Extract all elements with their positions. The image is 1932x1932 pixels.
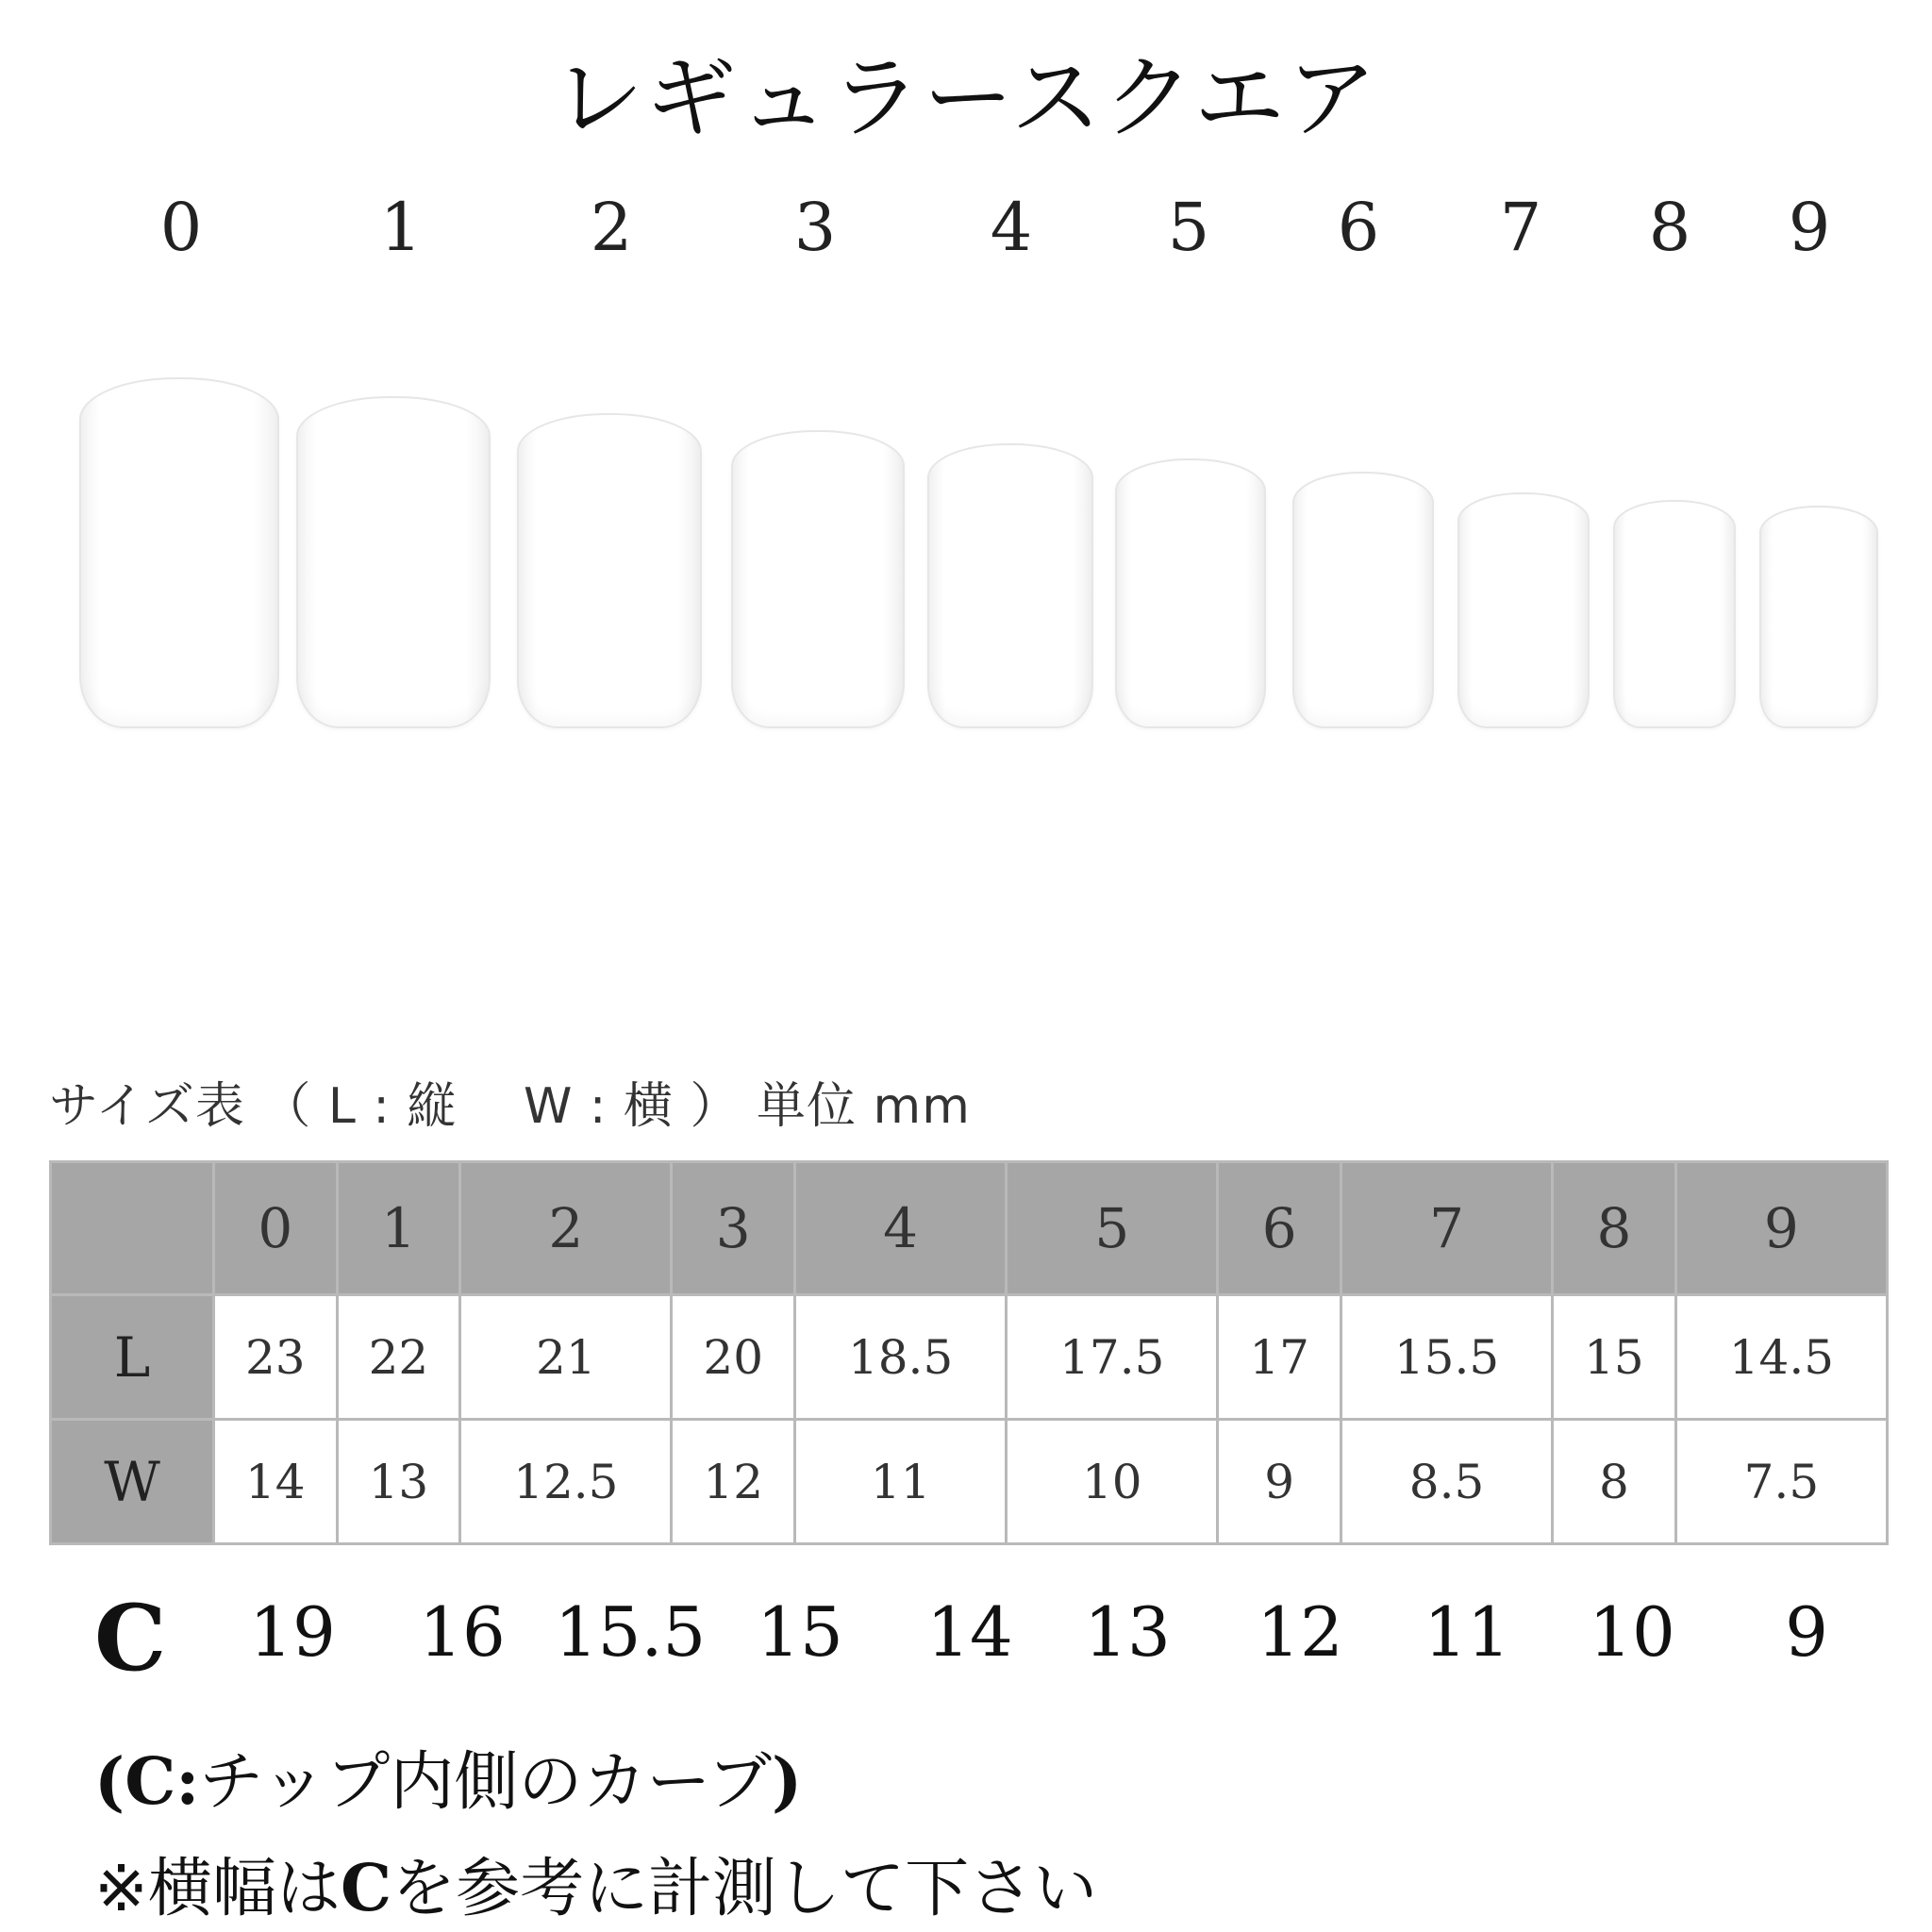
- nail-tip-0: [79, 377, 279, 728]
- page-title: レギュラースクエア: [553, 45, 1379, 151]
- table-cell: 13: [337, 1420, 460, 1544]
- column-header: 3: [672, 1162, 795, 1295]
- size-number-9: 9: [1788, 189, 1831, 266]
- table-caption: サイズ表 （ L : 縦 W : 横 ） 単位 mm: [49, 1078, 971, 1135]
- nail-tip-5: [1115, 458, 1266, 728]
- curve-note-close: ): [771, 1744, 803, 1820]
- curve-value: 9: [1785, 1592, 1828, 1672]
- size-number-6: 6: [1337, 189, 1380, 266]
- measure-note-c: C: [340, 1851, 392, 1926]
- nail-tip-8: [1613, 500, 1736, 728]
- table-row-length: [51, 1295, 1888, 1420]
- table-cell: 21: [460, 1295, 672, 1420]
- curve-value: 14: [926, 1592, 1013, 1672]
- table-cell: 18.5: [795, 1295, 1007, 1420]
- nail-tip-1: [296, 396, 491, 728]
- column-header: 8: [1553, 1162, 1676, 1295]
- curve-value: 15: [757, 1592, 843, 1672]
- curve-value: 11: [1424, 1592, 1510, 1672]
- column-header: 6: [1218, 1162, 1341, 1295]
- curve-note-open: (: [94, 1744, 125, 1820]
- size-number-5: 5: [1167, 189, 1210, 266]
- curve-label: C: [94, 1585, 167, 1691]
- table-cell: 12: [672, 1420, 795, 1544]
- table-cell: 23: [214, 1295, 338, 1420]
- curve-value: 15.5: [554, 1592, 707, 1672]
- nail-tip-4: [927, 443, 1093, 728]
- size-number-2: 2: [590, 189, 633, 266]
- column-header: 0: [214, 1162, 338, 1295]
- curve-value: 13: [1084, 1592, 1171, 1672]
- curve-note-text: チップ内側のカーブ: [199, 1745, 772, 1820]
- size-number-7: 7: [1499, 189, 1542, 266]
- table-header-row: [51, 1162, 1888, 1295]
- nail-tip-2: [517, 413, 702, 728]
- size-table: [49, 1160, 1889, 1545]
- row-label-width: W: [51, 1420, 214, 1544]
- column-header: 1: [337, 1162, 460, 1295]
- table-cell: 20: [672, 1295, 795, 1420]
- table-row-width: [51, 1420, 1888, 1544]
- nail-tip-3: [731, 430, 905, 728]
- size-number-4: 4: [990, 189, 1033, 266]
- nail-tip-6: [1292, 472, 1434, 728]
- curve-note: [94, 1731, 802, 1823]
- column-header: 7: [1341, 1162, 1552, 1295]
- table-cell: 8: [1553, 1420, 1676, 1544]
- curve-value: 12: [1257, 1592, 1343, 1672]
- curve-value: 16: [419, 1592, 506, 1672]
- table-cell: 14.5: [1675, 1295, 1887, 1420]
- size-number-8: 8: [1648, 189, 1691, 266]
- table-cell: 15: [1553, 1295, 1676, 1420]
- curve-row: [0, 1585, 1932, 1698]
- measure-note-prefix: ※横幅は: [94, 1852, 341, 1926]
- table-cell: 14: [214, 1420, 338, 1544]
- column-header: 2: [460, 1162, 672, 1295]
- table-cell: 7.5: [1675, 1420, 1887, 1544]
- curve-value: 10: [1589, 1592, 1675, 1672]
- table-cell: 8.5: [1341, 1420, 1552, 1544]
- table-cell: 15.5: [1341, 1295, 1552, 1420]
- table-cell: 22: [337, 1295, 460, 1420]
- table-cell: 11: [795, 1420, 1007, 1544]
- table-cell: 10: [1007, 1420, 1218, 1544]
- size-number-1: 1: [379, 189, 423, 266]
- nail-tip-7: [1457, 492, 1590, 728]
- column-header: 4: [795, 1162, 1007, 1295]
- row-label-length: L: [51, 1295, 214, 1420]
- measure-note: [94, 1838, 1097, 1929]
- table-cell: 17.5: [1007, 1295, 1218, 1420]
- size-number-0: 0: [159, 189, 203, 266]
- table-cell: 9: [1218, 1420, 1341, 1544]
- curve-note-c: C:: [125, 1744, 200, 1820]
- measure-note-suffix: を参考に計測して下さい: [391, 1852, 1098, 1926]
- table-cell: 17: [1218, 1295, 1341, 1420]
- table-corner-cell: [51, 1162, 214, 1295]
- table-cell: 12.5: [460, 1420, 672, 1544]
- nail-tip-9: [1759, 506, 1878, 728]
- column-header: 5: [1007, 1162, 1218, 1295]
- column-header: 9: [1675, 1162, 1887, 1295]
- curve-value: 19: [249, 1592, 336, 1672]
- size-number-3: 3: [793, 189, 837, 266]
